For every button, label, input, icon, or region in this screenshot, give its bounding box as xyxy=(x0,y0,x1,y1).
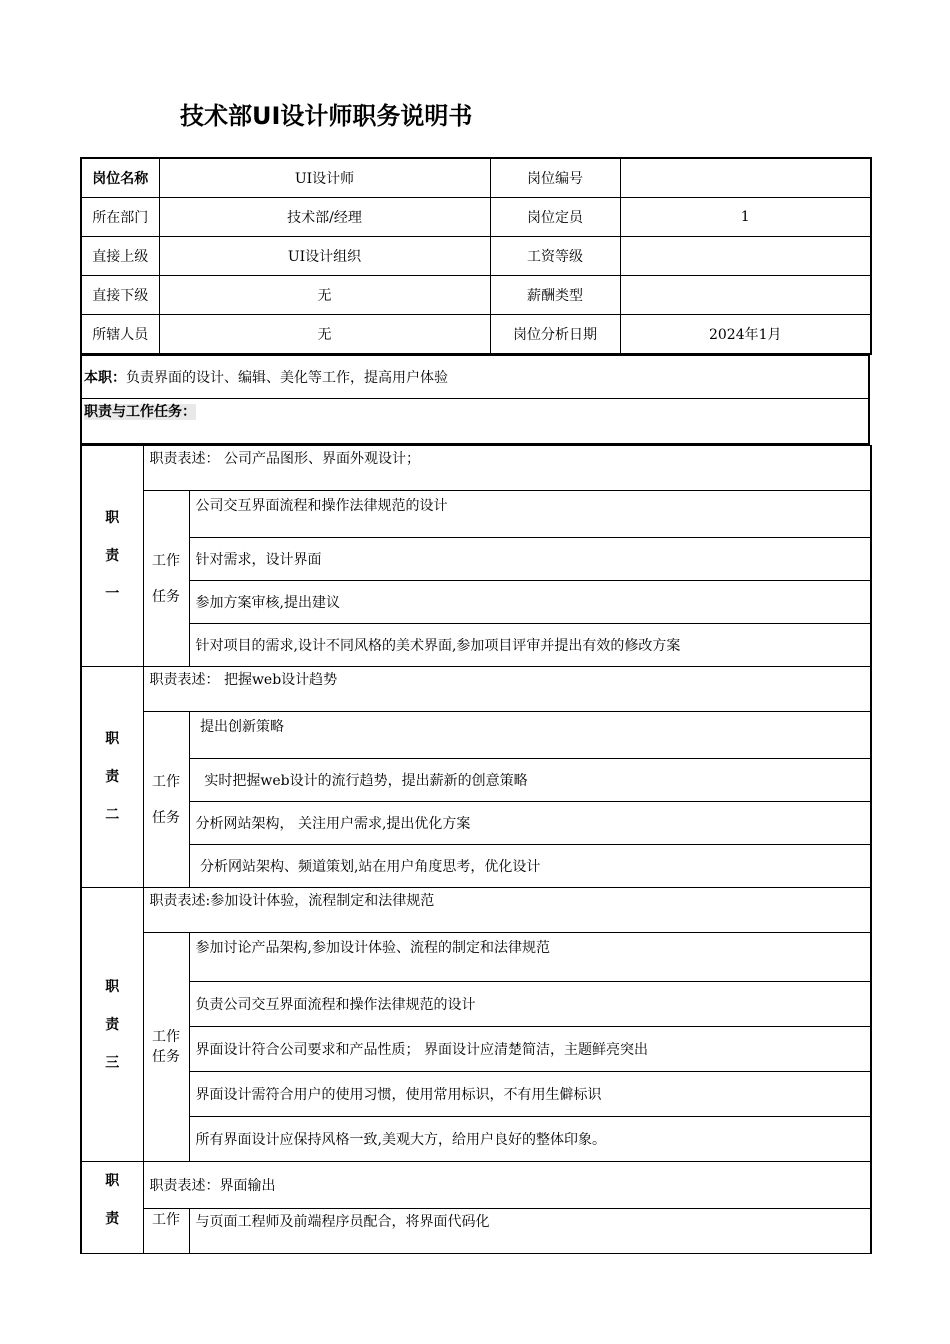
duty-2-task: 分析网站架构、频道策划,站在用户角度思考，优化设计 xyxy=(189,845,871,888)
table-row xyxy=(81,982,871,1027)
table-row xyxy=(81,538,871,581)
duty-2-task: 实时把握web设计的流行趋势，提出薪新的创意策略 xyxy=(189,759,871,802)
table-row xyxy=(81,491,871,538)
table-row xyxy=(81,845,871,888)
value-position-name: UI设计师 xyxy=(159,158,490,198)
table-row xyxy=(81,198,871,237)
duty-3-description: 职责表述:参加设计体验，流程制定和法律规范 xyxy=(143,888,871,933)
duty-2-description: 职责表述： 把握web设计趋势 xyxy=(143,667,871,712)
table-row xyxy=(81,1072,871,1117)
duties-table xyxy=(80,445,872,1254)
value-headcount: 1 xyxy=(620,198,871,237)
label-staff-managed: 所辖人员 xyxy=(81,315,159,355)
table-row xyxy=(81,802,871,845)
duty-1-label: 职 责 一 xyxy=(81,446,143,667)
duty-3-task: 界面设计符合公司要求和产品性质； 界面设计应清楚简洁，主题鲜亮突出 xyxy=(189,1027,871,1072)
page-title: 技术部UI设计师职务说明书 xyxy=(180,102,473,130)
duty-4-description: 职责表述：界面输出 xyxy=(143,1162,871,1209)
table-row xyxy=(81,1117,871,1162)
duty-3-task: 参加讨论产品架构,参加设计体验、流程的制定和法律规范 xyxy=(189,933,871,982)
table-row xyxy=(81,446,871,491)
duty-3-task: 负责公司交互界面流程和操作法律规范的设计 xyxy=(189,982,871,1027)
duty-4-task-label: 工作 xyxy=(143,1209,189,1254)
value-salary-grade xyxy=(620,237,871,276)
label-direct-superior: 直接上级 xyxy=(81,237,159,276)
table-row xyxy=(81,624,871,667)
duty-4-label: 职 责 xyxy=(81,1162,143,1254)
main-duty-table xyxy=(80,355,870,445)
label-salary-grade: 工资等级 xyxy=(490,237,620,276)
table-row xyxy=(81,888,871,933)
label-headcount: 岗位定员 xyxy=(490,198,620,237)
table-row xyxy=(81,276,871,315)
main-duty-label: 本职： xyxy=(84,370,126,386)
table-row xyxy=(81,581,871,624)
duties-header: 职责与工作任务： xyxy=(84,404,196,420)
value-direct-subordinate: 无 xyxy=(159,276,490,315)
table-row xyxy=(81,667,871,712)
label-direct-subordinate: 直接下级 xyxy=(81,276,159,315)
table-row xyxy=(81,712,871,759)
main-duty-text: 负责界面的设计、编辑、美化等工作，提高用户体验 xyxy=(126,370,448,386)
value-direct-superior: UI设计组织 xyxy=(159,237,490,276)
label-position-name: 岗位名称 xyxy=(81,158,159,198)
duty-2-label: 职 责 二 xyxy=(81,667,143,888)
value-analysis-date: 2024年1月 xyxy=(620,315,871,355)
value-position-number xyxy=(620,158,871,198)
label-department: 所在部门 xyxy=(81,198,159,237)
table-row xyxy=(81,158,871,198)
duty-1-task-label: 工作 任务 xyxy=(143,491,189,667)
duty-1-description: 职责表述： 公司产品图形、界面外观设计； xyxy=(143,446,871,491)
position-info-table xyxy=(80,157,872,355)
main-duty-cell xyxy=(81,356,869,399)
label-pay-type: 薪酬类型 xyxy=(490,276,620,315)
table-row xyxy=(81,237,871,276)
duty-3-label: 职 责 三 xyxy=(81,888,143,1162)
table-row xyxy=(81,759,871,802)
label-analysis-date: 岗位分析日期 xyxy=(490,315,620,355)
duty-1-task: 针对项目的需求,设计不同风格的美术界面,参加项目评审并提出有效的修改方案 xyxy=(189,624,871,667)
table-row xyxy=(81,1027,871,1072)
table-row xyxy=(81,399,869,445)
duty-3-task: 所有界面设计应保持风格一致,美观大方，给用户良好的整体印象。 xyxy=(189,1117,871,1162)
duty-3-task: 界面设计需符合用户的使用习惯，使用常用标识，不有用生僻标识 xyxy=(189,1072,871,1117)
table-row xyxy=(81,356,869,399)
job-description-sheet xyxy=(80,157,870,1254)
value-department: 技术部/经理 xyxy=(159,198,490,237)
duty-3-task-label: 工作 任务 xyxy=(143,933,189,1162)
value-pay-type xyxy=(620,276,871,315)
duty-1-task: 参加方案审核,提出建议 xyxy=(189,581,871,624)
duty-2-task: 分析网站架构， 关注用户需求,提出优化方案 xyxy=(189,802,871,845)
duty-1-task: 公司交互界面流程和操作法律规范的设计 xyxy=(189,491,871,538)
table-row xyxy=(81,1162,871,1209)
value-staff-managed: 无 xyxy=(159,315,490,355)
label-position-number: 岗位编号 xyxy=(490,158,620,198)
duty-4-task: 与页面工程师及前端程序员配合，将界面代码化 xyxy=(189,1209,871,1254)
duties-header-cell xyxy=(81,399,869,445)
table-row xyxy=(81,1209,871,1254)
table-row xyxy=(81,933,871,982)
table-row xyxy=(81,315,871,355)
duty-2-task: 提出创新策略 xyxy=(189,712,871,759)
duty-1-task: 针对需求，设计界面 xyxy=(189,538,871,581)
duty-2-task-label: 工作 任务 xyxy=(143,712,189,888)
